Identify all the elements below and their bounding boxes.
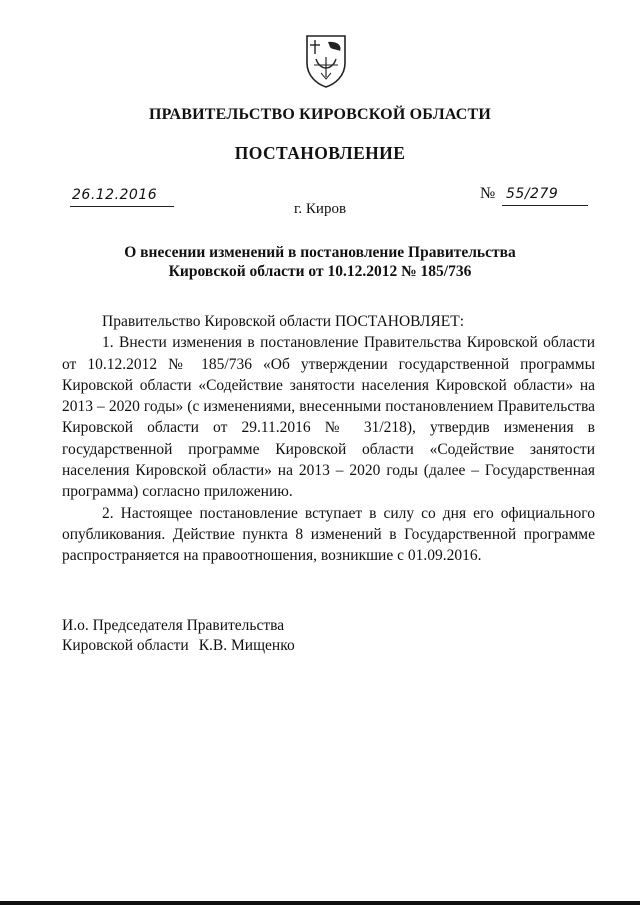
signatory-name: К.В. Мищенко: [198, 637, 295, 654]
page-bottom-rule: [0, 901, 640, 905]
kirov-oblast-coat-of-arms-icon: [304, 33, 348, 89]
signatory-position-line-1: И.о. Председателя Правительства: [62, 617, 285, 634]
subject-line-2: Кировской области от 10.12.2012 № 185/736: [168, 263, 472, 280]
subject-line-1: О внесении изменений в постановление Правительства: [124, 244, 516, 261]
clause-2: 2. Настоящее постановление вступает в силу со дня его официального опубликования. Действие пункта 8 изменений в Государственной программе распространяется на правоотношения, возникшие с 01.09.2016.: [62, 504, 595, 565]
number-sign: №: [480, 185, 496, 202]
city-label: г. Киров: [293, 201, 347, 217]
date-value: 26.12.2016: [72, 187, 158, 203]
preamble: Правительство Кировской области ПОСТАНОВЛЯЕТ:: [102, 313, 465, 330]
document-type-title: ПОСТАНОВЛЕНИЕ: [234, 143, 406, 163]
government-title: ПРАВИТЕЛЬСТВО КИРОВСКОЙ ОБЛАСТИ: [148, 106, 492, 123]
signature-block: [62, 616, 295, 656]
number-value: 55/279: [506, 186, 559, 202]
clause-1: 1. Внести изменения в постановление Правительства Кировской области от 10.12.2012 № 185/736 «Об утверждении государственной программы Кировской области «Содействие занятости населения Кировской области» на 2013 – 2020 годы» (с изменениями, внесенными постановлением Правительства Кировской области от 29.11.2016 № 31/218), утвердив изменения в государственной программе Кировской области «Содействие занятости населения Кировской области» на 2013 – 2020 годы (далее – Государственная программа) согласно приложению.: [62, 334, 595, 501]
signatory-position-line-2: Кировской области: [62, 637, 189, 654]
document-body: [62, 311, 595, 567]
document-subject: [90, 243, 550, 281]
